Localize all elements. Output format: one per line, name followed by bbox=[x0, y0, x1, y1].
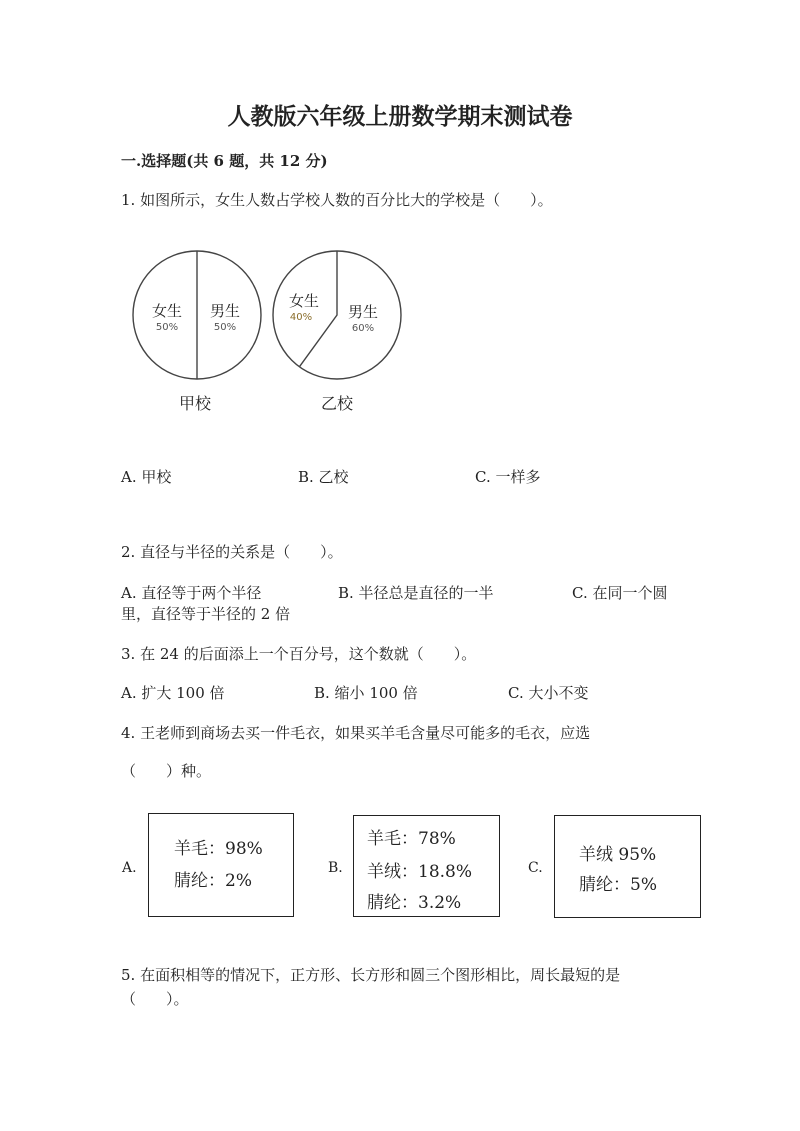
pie-1-slice-2-value: 50% bbox=[213, 322, 237, 333]
q4-b-line-1: 羊毛：78% bbox=[367, 829, 456, 849]
q4-option-b-label[interactable]: B. bbox=[328, 860, 343, 876]
q4-b-line-2: 羊绒：18.8% bbox=[367, 862, 473, 882]
q4-option-b-box[interactable] bbox=[353, 815, 500, 917]
q4-a-line-1: 羊毛：98% bbox=[174, 839, 263, 859]
pie-1-slice-2-label: 男生 bbox=[209, 302, 241, 320]
q3-option-b[interactable]: B. 缩小 100 倍 bbox=[314, 684, 418, 702]
pie-2-slice-1-label: 女生 bbox=[288, 292, 320, 310]
q4-a-line-2: 腈纶：2% bbox=[174, 871, 252, 891]
q4-b-line-3: 腈纶：3.2% bbox=[367, 893, 462, 913]
q4-option-a-box[interactable] bbox=[148, 813, 294, 917]
q4-c-line-2: 腈纶：5% bbox=[579, 875, 657, 895]
q4-option-a-label[interactable]: A. bbox=[122, 860, 137, 876]
q2-option-b[interactable]: B. 半径总是直径的一半 bbox=[338, 584, 494, 602]
q4-c-line-1: 羊绒 95% bbox=[579, 845, 657, 865]
q3-option-a[interactable]: A. 扩大 100 倍 bbox=[121, 684, 225, 702]
pie-chart-2 bbox=[273, 251, 401, 413]
pie-2-slice-2-label: 男生 bbox=[347, 303, 379, 321]
question-2: 2. 直径与半径的关系是（ ）。 bbox=[121, 543, 343, 561]
q2-option-a[interactable]: A. 直径等于两个半径 bbox=[121, 584, 262, 602]
q1-option-b[interactable]: B. 乙校 bbox=[298, 468, 349, 486]
q1-option-a[interactable]: A. 甲校 bbox=[121, 468, 172, 486]
pie-1-slice-1-value: 50% bbox=[155, 322, 179, 333]
q1-option-c[interactable]: C. 一样多 bbox=[475, 468, 541, 486]
pie-charts-figure bbox=[125, 245, 415, 420]
q4-option-c-label[interactable]: C. bbox=[528, 860, 543, 876]
q4-option-c-box[interactable] bbox=[554, 815, 701, 918]
question-5-continued: （ ）。 bbox=[121, 990, 189, 1008]
pie-1-title: 甲校 bbox=[178, 394, 212, 413]
q3-option-c[interactable]: C. 大小不变 bbox=[508, 684, 589, 702]
page-title: 人教版六年级上册数学期末测试卷 bbox=[227, 103, 573, 130]
pie-chart-1 bbox=[133, 251, 261, 413]
question-4-continued: （ ）种。 bbox=[121, 762, 212, 780]
question-3: 3. 在 24 的后面添上一个百分号，这个数就（ ）。 bbox=[121, 645, 477, 663]
question-4: 4. 王老师到商场去买一件毛衣，如果买羊毛含量尽可能多的毛衣，应选 bbox=[121, 724, 591, 742]
pie-1-slice-1-label: 女生 bbox=[151, 302, 183, 320]
q2-option-c[interactable]: C. 在同一个圆 bbox=[572, 584, 668, 602]
q2-option-c-continued: 里，直径等于半径的 2 倍 bbox=[121, 605, 291, 623]
question-1: 1. 如图所示，女生人数占学校人数的百分比大的学校是（ ）。 bbox=[121, 191, 553, 209]
pie-2-title: 乙校 bbox=[320, 394, 354, 413]
pie-2-slice-2-value: 60% bbox=[351, 323, 375, 334]
pie-2-slice-1-value: 40% bbox=[289, 312, 313, 323]
question-5: 5. 在面积相等的情况下，正方形、长方形和圆三个图形相比，周长最短的是 bbox=[121, 966, 621, 984]
section-heading: 一.选择题(共 6 题，共 12 分) bbox=[121, 152, 328, 170]
